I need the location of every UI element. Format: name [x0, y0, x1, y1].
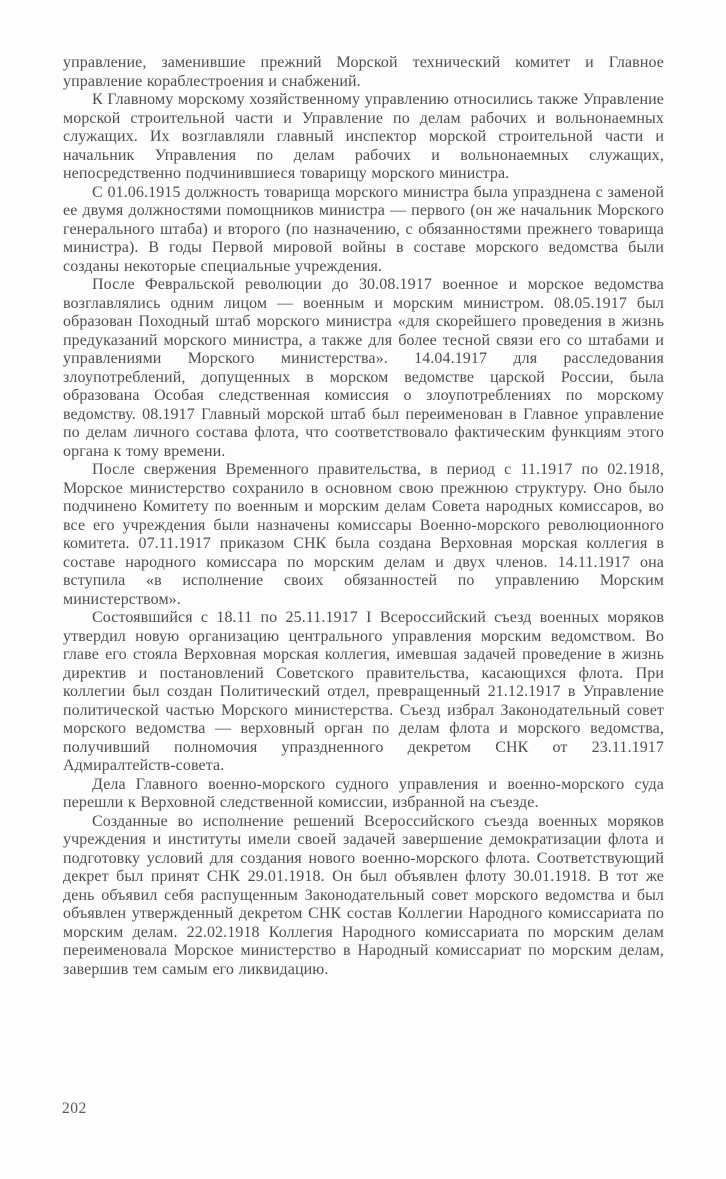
page-number: 202 [62, 1100, 87, 1117]
paragraph: После свержения Временного правительства, в период с 11.1917 по 02.1918, Морское министерство сохранило в основном свою прежнюю структуру. Оно было подчинено Комитету по военным и морским делам Совета народных комиссаров, во все его учреждения были назначены комиссары Военно-морского революционного комитета. 07.11.1917 приказом СНК была создана Верховная морская коллегия в составе народного комиссара по морским делам и двух членов. 14.11.1917 она вступила «в исполнение своих обязанностей по управлению Морским министерством». [63, 461, 664, 608]
paragraph: Дела Главного военно-морского судного управления и военно-морского суда перешли к Верховной следственной комиссии, избранной на съезде. [63, 775, 664, 811]
paragraph: Созданные во исполнение решений Всероссийского съезда военных моряков учреждения и институты имели своей задачей завершение демократизации флота и подготовку условий для создания нового военно-морского флота. Соответствующий декрет был принят СНК 29.01.1918. Он был объявлен флоту 30.01.1918. В тот же день объявил себя распущенным Законодательный совет морского ведомства и был объявлен утвержденный декретом СНК состав Коллегии Народного комиссариата по морским делам. 22.02.1918 Коллегия Народного комиссариата по морским делам переименовала Морское министерство в Народный комиссариат по морским делам, завершив тем самым его ликвидацию. [63, 812, 664, 978]
paragraph: Состоявшийся с 18.11 по 25.11.1917 I Всероссийский съезд военных моряков утвердил новую организацию центрального управления морским ведомством. Во главе его стояла Верховная морская коллегия, имевшая задачей проведение в жизнь директив и постановлений Советского правительства, касающихся флота. При коллегии был создан Политический отдел, превращенный 21.12.1917 в Управление политической частью Морского министерства. Съезд избрал Законодательный совет морского ведомства — верховный орган по делам флота и морского ведомства, получивший полномочия упраздненного декретом СНК от 23.11.1917 Адмиралтейств-совета. [63, 609, 664, 774]
paragraph: К Главному морскому хозяйственному управлению относились также Управление морской строительной части и Управление по делам рабочих и вольнонаемных служащих. Их возглавляли главный инспектор морской строительной части и начальник Управления по делам рабочих и вольнонаемных служащих, непосредственно подчинившиеся товарищу морского министра. [63, 91, 664, 182]
paragraph: С 01.06.1915 должность товарища морского министра была упразднена с заменой ее двумя должностями помощников министра — первого (он же начальник Морского генерального штаба) и второго (по назначению, с обязанностями прежнего товарища министра). В годы Первой мировой войны в составе морского ведомства были созданы некоторые специальные учреждения. [63, 183, 664, 275]
body-text [63, 54, 664, 979]
paragraph: После Февральской революции до 30.08.1917 военное и морское ведомства возглавлялись одним лицом — военным и морским министром. 08.05.1917 был образован Походный штаб морского министра «для скорейшего проведения в жизнь предуказаний морского министра, а также для более тесной связи его со штабами и управлениями Морского министерства». 14.04.1917 для расследования злоупотреблений, допущенных в морском ведомстве царской России, была образована Особая следственная комиссия о злоупотреблениях по морскому ведомству. 08.1917 Главный морской штаб был переименован в Главное управление по делам личного состава флота, что соответствовало фактическим функциям этого органа к тому времени. [63, 276, 664, 460]
paragraph: управление, заменившие прежний Морской технический комитет и Главное управление кораблестроения и снабжений. [63, 54, 664, 90]
